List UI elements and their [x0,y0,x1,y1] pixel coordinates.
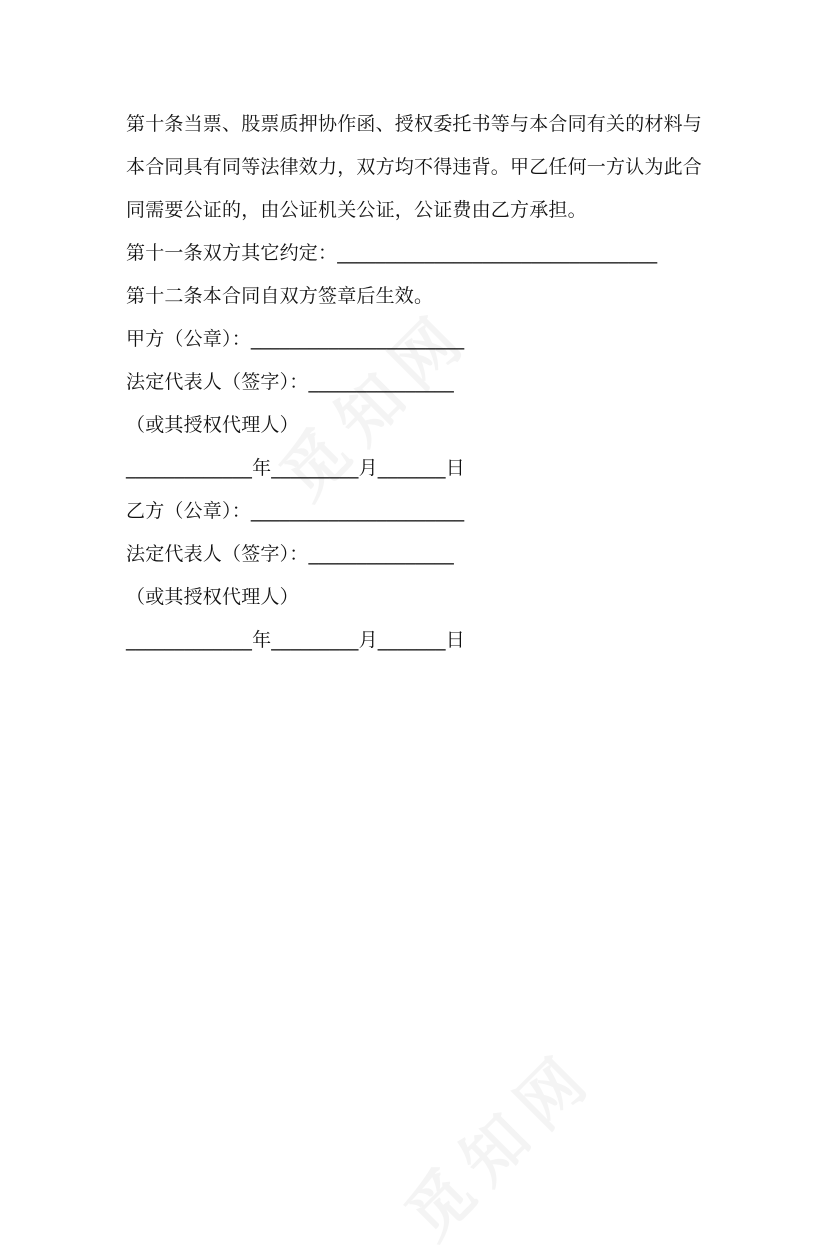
contract-body [126,103,726,662]
article-10-line-2: 本合同具有同等法律效力，双方均不得违背。甲乙任何一方认为此合 [126,156,703,178]
party-b-representative: 法定代表人（签字）：_______________ [126,543,455,565]
article-10-line-3: 同需要公证的，由公证机关公证，公证费由乙方承担。 [126,199,587,221]
watermark [382,1026,613,1256]
party-b-agent-note: （或其授权代理人） [126,586,299,608]
party-a-representative: 法定代表人（签字）：_______________ [126,371,455,393]
article-11: 第十一条双方其它约定：_________________________________ [126,242,658,264]
party-a-seal: 甲方（公章）：______________________ [126,328,465,350]
party-a-agent-note: （或其授权代理人） [126,414,299,436]
party-b-date: _____________年_________月_______日 [126,629,465,651]
party-b-seal: 乙方（公章）：______________________ [126,500,465,522]
party-a-date: _____________年_________月_______日 [126,457,465,479]
article-10-line-1: 第十条当票、股票质押协作函、授权委托书等与本合同有关的材料与 [126,113,703,135]
article-12: 第十二条本合同自双方签章后生效。 [126,285,434,307]
